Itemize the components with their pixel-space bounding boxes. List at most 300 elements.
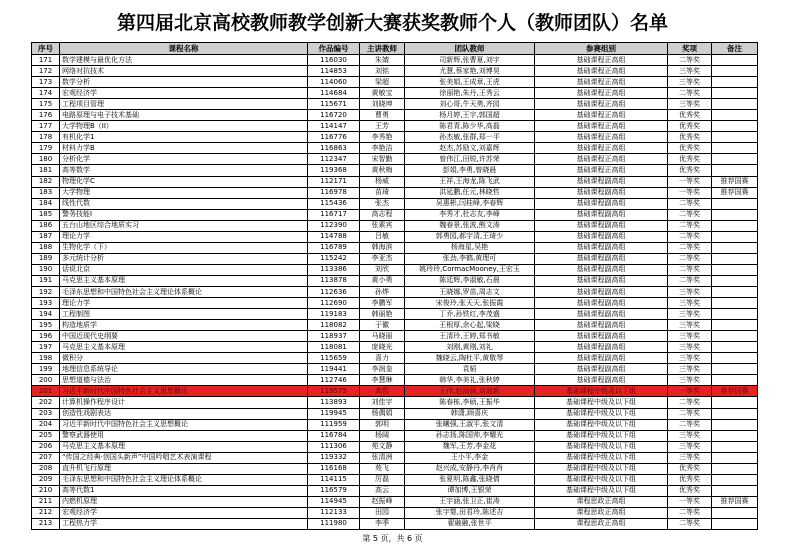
cell-course: 理论力学 — [60, 298, 308, 309]
table-row — [32, 220, 758, 231]
cell-course: 大学物理B（II） — [60, 121, 308, 132]
cell-team: 曾伟江,田锐,许苏荣 — [405, 154, 535, 165]
cell-award: 一等奖 — [668, 496, 712, 507]
column-header-note: 备注 — [712, 43, 758, 55]
cell-award: 二等奖 — [668, 242, 712, 253]
cell-group: 基础课程副高组 — [535, 242, 668, 253]
cell-code: 112347 — [308, 154, 360, 165]
cell-team: 赵杰,苏励文,刘嘉辉 — [405, 143, 535, 154]
cell-award: 三等奖 — [668, 66, 712, 77]
table-row — [32, 187, 758, 198]
cell-award: 二等奖 — [668, 419, 712, 430]
table-row — [32, 507, 758, 518]
cell-group: 基础课程副高组 — [535, 264, 668, 275]
cell-note — [712, 353, 758, 364]
cell-group: 基础课程中级及以下组 — [535, 397, 668, 408]
cell-award: 三等奖 — [668, 331, 712, 342]
cell-team: 吴惠彬,闫桂峰,李春辉 — [405, 198, 535, 209]
table-row — [32, 430, 758, 441]
cell-group: 基础课程正高组 — [535, 110, 668, 121]
table-row — [32, 331, 758, 342]
cell-group: 基础课程正高组 — [535, 88, 668, 99]
cell-note — [712, 198, 758, 209]
cell-team: 徐丽艳,朱丹,王秀云 — [405, 88, 535, 99]
cell-no: 202 — [32, 397, 60, 408]
cell-team: 孙杰敏,张群,郑一平 — [405, 132, 535, 143]
table-row — [32, 132, 758, 143]
cell-team: 王清玲,王婷,郑书敏 — [405, 331, 535, 342]
page-footer: 第 5 页，共 6 页 — [362, 534, 423, 543]
cell-lead: 张素宾 — [360, 220, 405, 231]
cell-group: 基础课程正高组 — [535, 132, 668, 143]
cell-note — [712, 143, 758, 154]
cell-code: 116168 — [308, 463, 360, 474]
cell-award: 三等奖 — [668, 77, 712, 88]
cell-lead: 梁超 — [360, 77, 405, 88]
cell-no: 179 — [32, 143, 60, 154]
cell-lead: 刘铭 — [360, 66, 405, 77]
cell-note: 推荐国赛 — [712, 386, 758, 397]
cell-lead: 于徽 — [360, 320, 405, 331]
cell-award: 优秀奖 — [668, 132, 712, 143]
cell-group: 基础课程副高组 — [535, 364, 668, 375]
cell-lead: 赵振峰 — [360, 496, 405, 507]
cell-code: 114853 — [308, 66, 360, 77]
cell-no: 198 — [32, 353, 60, 364]
cell-course: 大学物理 — [60, 187, 308, 198]
cell-team: 丁乔,孙铁红,李茂盛 — [405, 309, 535, 320]
cell-no: 195 — [32, 320, 60, 331]
cell-course: 高等数学 — [60, 165, 308, 176]
cell-no: 197 — [32, 342, 60, 353]
cell-lead: 李艳洁 — [360, 143, 405, 154]
cell-lead: 李季 — [360, 518, 405, 529]
table-row — [32, 397, 758, 408]
cell-team: 孙志扬,陈国帅,李耀光 — [405, 430, 535, 441]
cell-note — [712, 55, 758, 66]
table-row — [32, 408, 758, 419]
table-row — [32, 286, 758, 297]
cell-note: 推荐国赛 — [712, 496, 758, 507]
cell-team: 王伟,赵雨晨,刘迪新 — [405, 386, 535, 397]
table-row — [32, 298, 758, 309]
cell-no: 190 — [32, 264, 60, 275]
cell-note — [712, 220, 758, 231]
cell-group: 基础课程中级及以下组 — [535, 441, 668, 452]
cell-award: 三等奖 — [668, 441, 712, 452]
cell-course: 有机化学1 — [60, 132, 308, 143]
cell-group: 基础课程中级及以下组 — [535, 408, 668, 419]
cell-group: 基础课程正高组 — [535, 55, 668, 66]
cell-group: 基础课程副高组 — [535, 220, 668, 231]
document-title: 第四届北京高校教师教学创新大赛获奖教师个人（教师团队）名单 — [116, 12, 668, 34]
cell-code: 116978 — [308, 187, 360, 198]
cell-group: 基础课程副高组 — [535, 375, 668, 386]
cell-no: 209 — [32, 474, 60, 485]
cell-group: 基础课程副高组 — [535, 231, 668, 242]
cell-note — [712, 121, 758, 132]
cell-lead: 张杰 — [360, 198, 405, 209]
cell-team: 翟融融,张世平 — [405, 518, 535, 529]
cell-course: 工程热力学 — [60, 518, 308, 529]
cell-code: 119945 — [308, 408, 360, 419]
cell-lead: 李秀艳 — [360, 132, 405, 143]
cell-code: 116784 — [308, 430, 360, 441]
cell-award: 三等奖 — [668, 309, 712, 320]
table-row — [32, 253, 758, 264]
cell-no: 208 — [32, 463, 60, 474]
cell-note — [712, 231, 758, 242]
cell-code: 114060 — [308, 77, 360, 88]
cell-award: 一等奖 — [668, 176, 712, 187]
cell-award: 三等奖 — [668, 364, 712, 375]
cell-award: 优秀奖 — [668, 463, 712, 474]
cell-team: 尤慧,蔡家艳,刘博昊 — [405, 66, 535, 77]
cell-team: 魏军,王芳,李金花 — [405, 441, 535, 452]
cell-code: 112390 — [308, 220, 360, 231]
cell-note: 推荐国赛 — [712, 176, 758, 187]
column-header-course: 课程名称 — [60, 43, 308, 55]
table-row — [32, 154, 758, 165]
cell-lead: 苑文静 — [360, 441, 405, 452]
cell-award: 一等奖 — [668, 386, 712, 397]
cell-note — [712, 474, 758, 485]
cell-course: “传国之经典·创国头新声”中国吟唱艺术表演课程 — [60, 452, 308, 463]
cell-code: 113386 — [308, 264, 360, 275]
cell-group: 基础课程副高组 — [535, 298, 668, 309]
cell-award: 三等奖 — [668, 286, 712, 297]
cell-note — [712, 209, 758, 220]
cell-no: 200 — [32, 375, 60, 386]
cell-course: 计算机操作程序设计 — [60, 397, 308, 408]
cell-note — [712, 154, 758, 165]
cell-group: 基础课程副高组 — [535, 176, 668, 187]
column-header-team: 团队教师 — [405, 43, 535, 55]
cell-course: 高等代数1 — [60, 485, 308, 496]
cell-group: 课程思政正高组 — [535, 518, 668, 529]
cell-team: 王根厚,余心起,梁晓 — [405, 320, 535, 331]
cell-team: 谭加博,王银荣 — [405, 485, 535, 496]
cell-code: 114684 — [308, 88, 360, 99]
cell-award: 二等奖 — [668, 275, 712, 286]
cell-no: 213 — [32, 518, 60, 529]
cell-team: 魏晓云,陶杜平,黄敬琴 — [405, 353, 535, 364]
cell-team: 张宇婴,田君玲,陈述吉 — [405, 507, 535, 518]
table-row — [32, 364, 758, 375]
table-row — [32, 518, 758, 529]
cell-team: 杨月婷,王宇,郭国超 — [405, 110, 535, 121]
cell-award: 二等奖 — [668, 55, 712, 66]
column-header-lead: 主讲教师 — [360, 43, 405, 55]
cell-team: 王小平,李金 — [405, 452, 535, 463]
cell-no: 185 — [32, 209, 60, 220]
cell-award: 优秀奖 — [668, 110, 712, 121]
cell-team: 李秀才,杜志友,李峰 — [405, 209, 535, 220]
cell-group: 基础课程中级及以下组 — [535, 430, 668, 441]
cell-no: 188 — [32, 242, 60, 253]
cell-no: 201 — [32, 386, 60, 397]
cell-no: 205 — [32, 430, 60, 441]
cell-no: 192 — [32, 286, 60, 297]
cell-no: 193 — [32, 298, 60, 309]
table-row — [32, 353, 758, 364]
cell-course: 物理化学C — [60, 176, 308, 187]
table-row — [32, 77, 758, 88]
table-row — [32, 342, 758, 353]
table-row — [32, 99, 758, 110]
cell-no: 207 — [32, 452, 60, 463]
cell-award: 二等奖 — [668, 518, 712, 529]
cell-code: 114788 — [308, 231, 360, 242]
table-row — [32, 209, 758, 220]
cell-note — [712, 452, 758, 463]
cell-team: 彭娟,李勇,曾晓晨 — [405, 165, 535, 176]
cell-code: 116789 — [308, 242, 360, 253]
cell-lead: 李亚杰 — [360, 253, 405, 264]
column-header-award: 奖项 — [668, 43, 712, 55]
cell-note — [712, 165, 758, 176]
cell-group: 基础课程副高组 — [535, 286, 668, 297]
cell-code: 114147 — [308, 121, 360, 132]
cell-team: 王晓娜,罗苗,周志文 — [405, 286, 535, 297]
cell-code: 119575 — [308, 386, 360, 397]
cell-group: 基础课程正高组 — [535, 121, 668, 132]
cell-course: 习近平新时代中国特色社会主义思想概论 — [60, 419, 308, 430]
cell-lead: 韩丽艳 — [360, 309, 405, 320]
table-row — [32, 165, 758, 176]
cell-lead: 杨阔 — [360, 430, 405, 441]
cell-lead: 刘佳宇 — [360, 397, 405, 408]
cell-lead: 李润奎 — [360, 364, 405, 375]
cell-no: 177 — [32, 121, 60, 132]
cell-no: 196 — [32, 331, 60, 342]
cell-lead: 郭明 — [360, 419, 405, 430]
cell-lead: 李鹏军 — [360, 298, 405, 309]
cell-note — [712, 364, 758, 375]
cell-note — [712, 99, 758, 110]
table-header-row — [32, 43, 758, 55]
cell-award: 二等奖 — [668, 209, 712, 220]
table-row — [32, 485, 758, 496]
cell-team: 宋俊玲,张天天,张振霞 — [405, 298, 535, 309]
cell-note — [712, 342, 758, 353]
cell-lead: 刘晓坤 — [360, 99, 405, 110]
cell-lead: 高志程 — [360, 209, 405, 220]
cell-team: 张夏明,陈鑫,张晓倩 — [405, 474, 535, 485]
cell-team: 韩潇,顾喜庆 — [405, 408, 535, 419]
cell-course: 数学建模与最优化方法 — [60, 55, 308, 66]
cell-team: 刘刚,黄刚,刘礼 — [405, 342, 535, 353]
table-row — [32, 496, 758, 507]
cell-course: 网络对抗技术 — [60, 66, 308, 77]
cell-team: 郭勇园,郝宇清,王琦少 — [405, 231, 535, 242]
table-row — [32, 463, 758, 474]
cell-group: 基础课程正高组 — [535, 99, 668, 110]
cell-team: 张劲,李鹤,黄理可 — [405, 253, 535, 264]
cell-code: 119441 — [308, 364, 360, 375]
cell-group: 基础课程副高组 — [535, 253, 668, 264]
cell-no: 178 — [32, 132, 60, 143]
cell-note — [712, 331, 758, 342]
cell-course: 宏观经济学 — [60, 507, 308, 518]
cell-no: 184 — [32, 198, 60, 209]
cell-no: 204 — [32, 419, 60, 430]
cell-award: 三等奖 — [668, 430, 712, 441]
cell-award: 二等奖 — [668, 507, 712, 518]
cell-no: 211 — [32, 496, 60, 507]
table-row — [32, 474, 758, 485]
cell-code: 113878 — [308, 275, 360, 286]
cell-team: 陈春栋,李硕,王振华 — [405, 397, 535, 408]
cell-group: 基础课程正高组 — [535, 66, 668, 77]
cell-no: 187 — [32, 231, 60, 242]
cell-course: 生物化学（下） — [60, 242, 308, 253]
cell-course: 直升机飞行原理 — [60, 463, 308, 474]
column-header-no: 序号 — [32, 43, 60, 55]
cell-group: 基础课程副高组 — [535, 331, 668, 342]
cell-award: 一等奖 — [668, 187, 712, 198]
cell-award: 优秀奖 — [668, 121, 712, 132]
cell-lead: 苗琦 — [360, 187, 405, 198]
cell-note — [712, 518, 758, 529]
cell-lead: 高云 — [360, 485, 405, 496]
cell-lead: 高哲 — [360, 386, 405, 397]
cell-group: 基础课程中级及以下组 — [535, 386, 668, 397]
cell-note — [712, 286, 758, 297]
cell-lead: 王芳 — [360, 121, 405, 132]
cell-group: 基础课程副高组 — [535, 353, 668, 364]
cell-code: 115671 — [308, 99, 360, 110]
award-table — [31, 42, 758, 530]
cell-group: 基础课程正高组 — [535, 165, 668, 176]
cell-lead: 韩海滨 — [360, 242, 405, 253]
cell-team: 陈廷辉,李淑敏,石晨 — [405, 275, 535, 286]
cell-code: 116030 — [308, 55, 360, 66]
cell-team: 陈君青,陈少华,高磊 — [405, 121, 535, 132]
cell-code: 116720 — [308, 110, 360, 121]
cell-lead: 黄小勇 — [360, 275, 405, 286]
cell-code: 119332 — [308, 452, 360, 463]
cell-note — [712, 275, 758, 286]
table-row — [32, 320, 758, 331]
cell-code: 116579 — [308, 485, 360, 496]
cell-no: 176 — [32, 110, 60, 121]
cell-code: 111980 — [308, 518, 360, 529]
cell-code: 116776 — [308, 132, 360, 143]
cell-course: 多元统计分析 — [60, 253, 308, 264]
cell-no: 210 — [32, 485, 60, 496]
cell-lead: 孙烨 — [360, 286, 405, 297]
cell-note — [712, 441, 758, 452]
table-row — [32, 176, 758, 187]
cell-award: 二等奖 — [668, 88, 712, 99]
cell-note — [712, 66, 758, 77]
cell-group: 基础课程副高组 — [535, 309, 668, 320]
cell-no: 206 — [32, 441, 60, 452]
cell-course: 宏观经济学 — [60, 88, 308, 99]
table-row — [32, 309, 758, 320]
cell-group: 基础课程中级及以下组 — [535, 474, 668, 485]
table-row — [32, 242, 758, 253]
cell-code: 116863 — [308, 143, 360, 154]
cell-code: 112690 — [308, 298, 360, 309]
cell-code: 111959 — [308, 419, 360, 430]
cell-code: 115436 — [308, 198, 360, 209]
cell-code: 115242 — [308, 253, 360, 264]
cell-no: 203 — [32, 408, 60, 419]
cell-note — [712, 408, 758, 419]
table-row — [32, 264, 758, 275]
cell-no: 180 — [32, 154, 60, 165]
cell-note — [712, 77, 758, 88]
cell-group: 基础课程正高组 — [535, 77, 668, 88]
cell-note — [712, 298, 758, 309]
cell-team: 韩华,李美礼,张秋婷 — [405, 375, 535, 386]
cell-course: 思想道德与法治 — [60, 375, 308, 386]
table-row — [32, 110, 758, 121]
cell-code: 112171 — [308, 176, 360, 187]
cell-award: 二等奖 — [668, 198, 712, 209]
cell-group: 基础课程正高组 — [535, 143, 668, 154]
cell-award: 优秀奖 — [668, 165, 712, 176]
table-row — [32, 198, 758, 209]
cell-note — [712, 132, 758, 143]
cell-course: 马克思主义基本原理 — [60, 342, 308, 353]
cell-no: 183 — [32, 187, 60, 198]
cell-course: 警务技能Ⅰ — [60, 209, 308, 220]
cell-team: 杨海星,吴艳 — [405, 242, 535, 253]
table-row — [32, 231, 758, 242]
cell-course: 理论力学 — [60, 231, 308, 242]
cell-no: 186 — [32, 220, 60, 231]
cell-note — [712, 375, 758, 386]
cell-course: 数学分析 — [60, 77, 308, 88]
cell-note — [712, 110, 758, 121]
cell-team: 魏春景,张波,熊文涛 — [405, 220, 535, 231]
cell-award: 三等奖 — [668, 452, 712, 463]
cell-course: 毛泽东思想和中国特色社会主义理论体系概论 — [60, 286, 308, 297]
cell-course: 创造性戏剧表达 — [60, 408, 308, 419]
cell-course: 五台山地区综合地质实习 — [60, 220, 308, 231]
cell-lead: 喜力 — [360, 353, 405, 364]
table-body — [32, 55, 758, 530]
cell-group: 课程思政正高组 — [535, 496, 668, 507]
cell-course: 毛泽东思想和中国特色社会主义理论体系概论 — [60, 474, 308, 485]
column-header-code: 作品编号 — [308, 43, 360, 55]
cell-no: 191 — [32, 275, 60, 286]
cell-code: 114945 — [308, 496, 360, 507]
cell-course: 线性代数 — [60, 198, 308, 209]
cell-course: 微积分 — [60, 353, 308, 364]
cell-note — [712, 463, 758, 474]
cell-no: 174 — [32, 88, 60, 99]
cell-award: 三等奖 — [668, 375, 712, 386]
cell-group: 基础课程中级及以下组 — [535, 419, 668, 430]
cell-lead: 厉磊 — [360, 474, 405, 485]
cell-code: 116717 — [308, 209, 360, 220]
cell-code: 112133 — [308, 507, 360, 518]
cell-group: 课程思政正高组 — [535, 507, 668, 518]
cell-course: 工程制图 — [60, 309, 308, 320]
cell-lead: 庞晓光 — [360, 342, 405, 353]
cell-note — [712, 320, 758, 331]
cell-code: 118081 — [308, 342, 360, 353]
cell-note — [712, 419, 758, 430]
cell-code: 111306 — [308, 441, 360, 452]
cell-group: 基础课程正高组 — [535, 154, 668, 165]
cell-no: 199 — [32, 364, 60, 375]
cell-group: 基础课程副高组 — [535, 198, 668, 209]
